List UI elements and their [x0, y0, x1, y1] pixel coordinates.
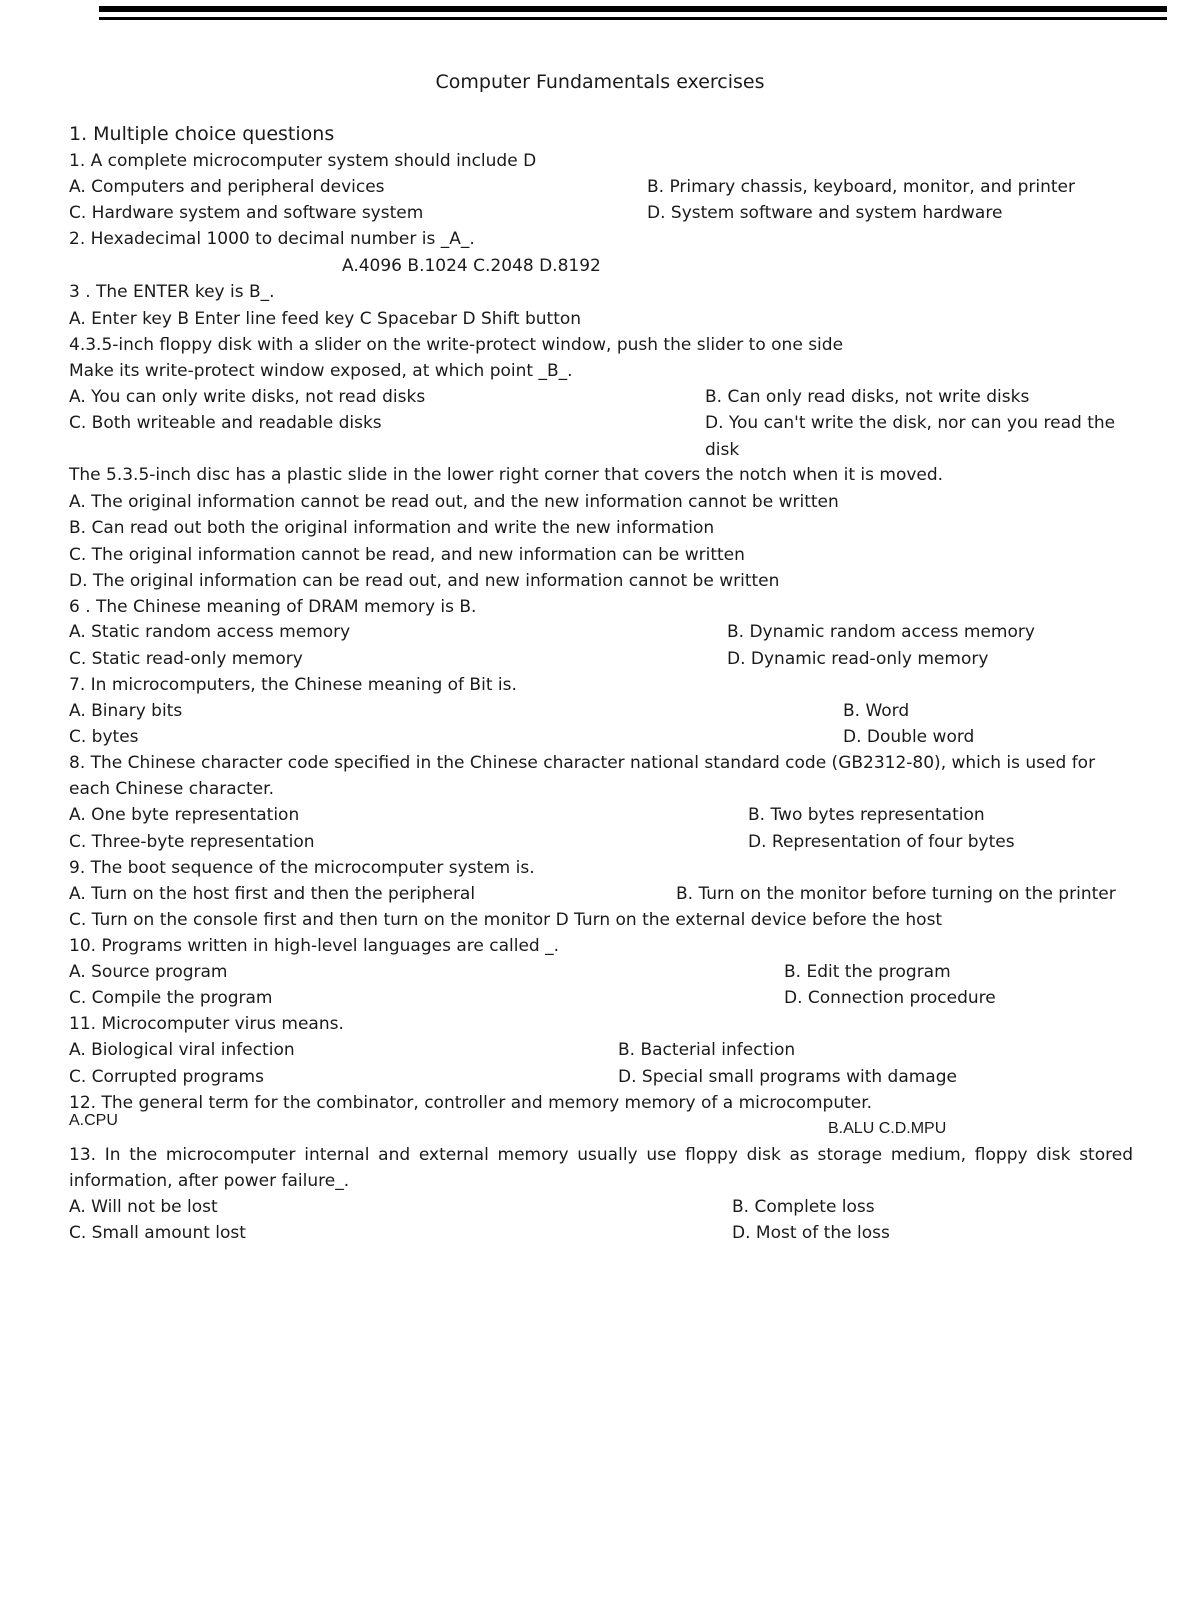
option-1a: A. Computers and peripheral devices [69, 177, 385, 197]
option-10a: A. Source program [69, 962, 228, 982]
page-title: Computer Fundamentals exercises [435, 71, 765, 93]
question-1: 1. A complete microcomputer system should include D [69, 151, 537, 171]
option-9cd: C. Turn on the console first and then turn on the monitor D Turn on the external device before the host [69, 910, 943, 930]
question-8: 8. The Chinese character code specified in the Chinese character national standard code (GB2312-80), which is used for [69, 753, 1096, 773]
question-9: 9. The boot sequence of the microcomputer system is. [69, 858, 535, 878]
option-5c: C. The original information cannot be read, and new information can be written [69, 545, 745, 565]
options-3: A. Enter key B Enter line feed key C Spacebar D Shift button [69, 309, 582, 329]
option-13b: B. Complete loss [732, 1197, 875, 1217]
question-4: 4.3.5-inch floppy disk with a slider on the write-protect window, push the slider to one side [69, 335, 844, 355]
question-10: 10. Programs written in high-level languages are called _. [69, 936, 560, 956]
question-13: 13. In the microcomputer internal and external memory usually use floppy disk as storage medium, floppy disk stored [69, 1145, 1133, 1165]
option-1b: B. Primary chassis, keyboard, monitor, and printer [647, 177, 1075, 197]
option-4d-cont: disk [705, 440, 740, 460]
section-heading: 1. Multiple choice questions [69, 123, 335, 145]
option-8d: D. Representation of four bytes [748, 832, 1015, 852]
option-11c: C. Corrupted programs [69, 1067, 264, 1087]
option-8a: A. One byte representation [69, 805, 300, 825]
options-12bcd: B.ALU C.D.MPU [828, 1120, 947, 1137]
header-rule-thick [99, 6, 1167, 12]
option-6d: D. Dynamic read-only memory [727, 649, 989, 669]
option-6b: B. Dynamic random access memory [727, 622, 1035, 642]
option-11a: A. Biological viral infection [69, 1040, 295, 1060]
option-4a: A. You can only write disks, not read disks [69, 387, 426, 407]
option-11b: B. Bacterial infection [618, 1040, 796, 1060]
option-9a: A. Turn on the host first and then the peripheral [69, 884, 476, 904]
option-12a: A.CPU [69, 1112, 118, 1129]
question-8-cont: each Chinese character. [69, 779, 274, 799]
option-7b: B. Word [843, 701, 910, 721]
header-rule-thin [99, 17, 1167, 20]
option-4b: B. Can only read disks, not write disks [705, 387, 1030, 407]
option-11d: D. Special small programs with damage [618, 1067, 957, 1087]
option-5d: D. The original information can be read out, and new information cannot be written [69, 571, 780, 591]
question-12: 12. The general term for the combinator, controller and memory memory of a microcomputer. [69, 1093, 873, 1113]
option-10c: C. Compile the program [69, 988, 273, 1008]
option-7d: D. Double word [843, 727, 975, 747]
option-8b: B. Two bytes representation [748, 805, 985, 825]
option-8c: C. Three-byte representation [69, 832, 315, 852]
options-2: A.4096 B.1024 C.2048 D.8192 [342, 256, 601, 276]
option-10d: D. Connection procedure [784, 988, 996, 1008]
question-4-cont: Make its write-protect window exposed, at which point _B_. [69, 361, 573, 381]
option-10b: B. Edit the program [784, 962, 951, 982]
question-3: 3 . The ENTER key is B_. [69, 282, 275, 302]
option-1d: D. System software and system hardware [647, 203, 1003, 223]
option-7a: A. Binary bits [69, 701, 183, 721]
option-13c: C. Small amount lost [69, 1223, 246, 1243]
option-7c: C. bytes [69, 727, 139, 747]
option-5a: A. The original information cannot be read out, and the new information cannot be written [69, 492, 839, 512]
option-5b: B. Can read out both the original information and write the new information [69, 518, 715, 538]
option-4d: D. You can't write the disk, nor can you read the [705, 413, 1116, 433]
question-2: 2. Hexadecimal 1000 to decimal number is _A_. [69, 229, 475, 249]
question-11: 11. Microcomputer virus means. [69, 1014, 344, 1034]
question-6: 6 . The Chinese meaning of DRAM memory is B. [69, 597, 477, 617]
question-13-cont: information, after power failure_. [69, 1171, 350, 1191]
option-4c: C. Both writeable and readable disks [69, 413, 382, 433]
option-6a: A. Static random access memory [69, 622, 351, 642]
option-6c: C. Static read-only memory [69, 649, 303, 669]
option-13d: D. Most of the loss [732, 1223, 890, 1243]
question-7: 7. In microcomputers, the Chinese meaning of Bit is. [69, 675, 517, 695]
option-1c: C. Hardware system and software system [69, 203, 424, 223]
question-5: The 5.3.5-inch disc has a plastic slide in the lower right corner that covers the notch when it is moved. [69, 465, 944, 485]
option-9b: B. Turn on the monitor before turning on the printer [676, 884, 1116, 904]
option-13a: A. Will not be lost [69, 1197, 218, 1217]
